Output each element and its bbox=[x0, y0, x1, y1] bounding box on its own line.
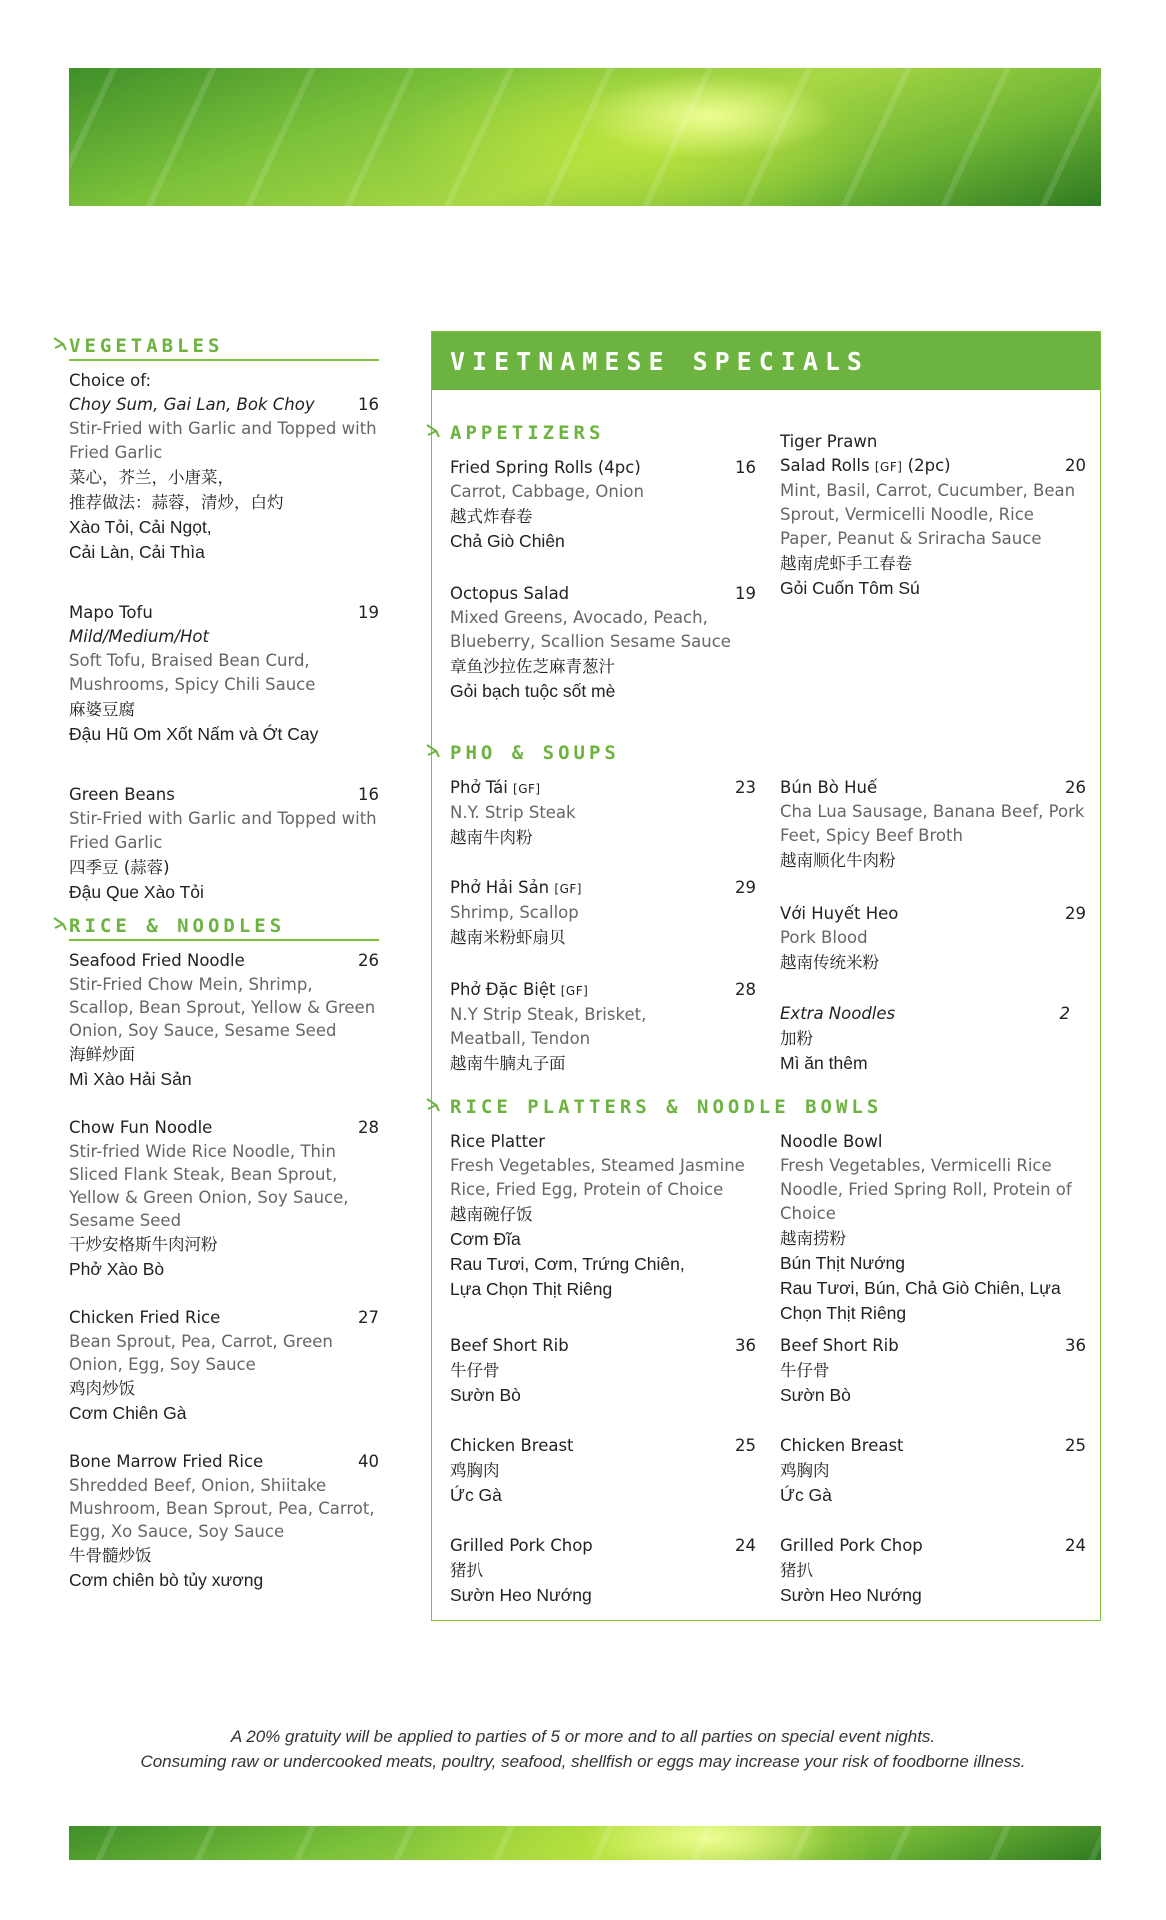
item-price: 36 bbox=[1065, 1336, 1086, 1355]
item-description: Stir-Fried Chow Mein, Shrimp, Scallop, Bean Sprout, Yellow & Green Onion, Soy Sauce, Sesame Seed bbox=[69, 975, 376, 1040]
menu-item bbox=[780, 430, 1086, 601]
menu-item bbox=[780, 1002, 1086, 1076]
item-chinese-name: 加粉 bbox=[780, 1029, 813, 1048]
item-name: Mapo Tofu bbox=[69, 603, 153, 622]
item-name: Choy Sum, Gai Lan, Bok Choy bbox=[69, 395, 315, 414]
section-title: PHO & SOUPS bbox=[450, 742, 620, 764]
item-description: Mint, Basil, Carrot, Cucumber, Bean Sprout, Vermicelli Noodle, Rice Paper, Peanut & Sriracha Sauce bbox=[780, 481, 1076, 548]
item-description: Bean Sprout, Pea, Carrot, Green Onion, Egg, Soy Sauce bbox=[69, 1332, 333, 1374]
item-price: 36 bbox=[735, 1336, 756, 1355]
header-banner-image bbox=[69, 68, 1101, 206]
item-vietnamese-name: Sườn Bò bbox=[450, 1385, 521, 1405]
item-chinese-note: 推荐做法：蒜蓉，清炒，白灼 bbox=[69, 493, 284, 512]
item-chinese-name: 猪扒 bbox=[780, 1561, 813, 1580]
gluten-free-badge: [GF] bbox=[560, 984, 589, 998]
item-price: 40 bbox=[358, 1452, 379, 1471]
leaf-icon bbox=[426, 423, 440, 443]
section-title: RICE PLATTERS & NOODLE BOWLS bbox=[450, 1096, 883, 1118]
item-chinese-name: 猪扒 bbox=[450, 1561, 483, 1580]
item-chinese-name: 越南米粉虾扇贝 bbox=[450, 928, 566, 947]
item-name: Bún Bò Huế bbox=[780, 778, 878, 797]
specials-title: VIETNAMESE SPECIALS bbox=[450, 346, 869, 376]
menu-item bbox=[69, 1306, 379, 1426]
item-chinese-name: 鸡肉炒饭 bbox=[69, 1379, 135, 1398]
menu-item bbox=[450, 876, 756, 950]
item-description: Stir-Fried with Garlic and Topped with Fried Garlic bbox=[69, 419, 377, 462]
item-name: Seafood Fried Noodle bbox=[69, 951, 245, 970]
item-name: Extra Noodles bbox=[780, 1004, 896, 1023]
item-name: Tiger Prawn bbox=[780, 432, 878, 451]
item-vietnamese-name: Sườn Heo Nướng bbox=[780, 1585, 922, 1605]
menu-item bbox=[69, 601, 379, 747]
food-safety-notice: Consuming raw or undercooked meats, poultry, seafood, shellfish or eggs may increase your risk of foodborne illness. bbox=[140, 1752, 1026, 1771]
item-name: Beef Short Rib bbox=[450, 1336, 569, 1355]
item-chinese-name: 越式炸春卷 bbox=[450, 507, 533, 526]
item-name: Grilled Pork Chop bbox=[450, 1536, 593, 1555]
item-chinese-name: 四季豆 (蒜蓉) bbox=[69, 858, 170, 877]
item-vietnamese-description: Rau Tươi, Cơm, Trứng Chiên, Lựa Chọn Thịt Riêng bbox=[450, 1254, 685, 1299]
item-vietnamese-name: Mì ăn thêm bbox=[780, 1053, 868, 1073]
item-chinese-name: 越南虎虾手工春卷 bbox=[780, 554, 912, 573]
item-chinese-name: 牛仔骨 bbox=[450, 1361, 500, 1380]
item-description: Fresh Vegetables, Steamed Jasmine Rice, Fried Egg, Protein of Choice bbox=[450, 1156, 745, 1199]
item-chinese-name: 越南牛腩丸子面 bbox=[450, 1054, 566, 1073]
menu-item bbox=[69, 949, 379, 1092]
item-description: Carrot, Cabbage, Onion bbox=[450, 482, 644, 501]
gratuity-notice: A 20% gratuity will be applied to parties of 5 or more and to all parties on special event nights. bbox=[230, 1727, 936, 1746]
item-vietnamese-name: Ức Gà bbox=[450, 1485, 502, 1505]
leaf-icon bbox=[426, 743, 440, 763]
item-description: N.Y Strip Steak, Brisket, Meatball, Tendon bbox=[450, 1005, 647, 1048]
item-vietnamese-name: Chả Giò Chiên bbox=[450, 531, 565, 551]
item-name: Phở Hải Sản [GF] bbox=[450, 878, 582, 897]
item-vietnamese-name: Mì Xào Hải Sản bbox=[69, 1069, 192, 1089]
menu-item bbox=[450, 582, 756, 704]
menu-item bbox=[450, 978, 756, 1076]
leaf-icon bbox=[53, 916, 67, 936]
gluten-free-badge: [GF] bbox=[513, 782, 541, 796]
item-name: Salad Rolls [GF] (2pc) bbox=[780, 456, 951, 475]
item-chinese-name: 越南捞粉 bbox=[780, 1229, 846, 1248]
item-name: Với Huyết Heo bbox=[780, 904, 899, 923]
item-vietnamese-name: Cơm Chiên Gà bbox=[69, 1403, 187, 1423]
menu-item bbox=[780, 902, 1086, 975]
item-price: 28 bbox=[735, 980, 756, 999]
leaf-icon bbox=[53, 336, 67, 356]
item-price: 25 bbox=[1065, 1436, 1086, 1455]
item-price: 26 bbox=[1065, 778, 1086, 797]
item-description: Soft Tofu, Braised Bean Curd, Mushrooms, Spicy Chili Sauce bbox=[69, 651, 316, 694]
item-description: N.Y. Strip Steak bbox=[450, 803, 576, 822]
item-chinese-name: 越南顺化牛肉粉 bbox=[780, 851, 896, 870]
item-name: Chicken Fried Rice bbox=[69, 1308, 221, 1327]
item-description: Mixed Greens, Avocado, Peach, Blueberry, Scallion Sesame Sauce bbox=[450, 608, 731, 651]
footer-notice bbox=[0, 1724, 1166, 1774]
item-price: 25 bbox=[735, 1436, 756, 1455]
item-chinese-name: 越南牛肉粉 bbox=[450, 828, 533, 847]
item-vietnamese-name: Phở Xào Bò bbox=[69, 1259, 165, 1279]
item-chinese-name: 干炒安格斯牛肉河粉 bbox=[69, 1235, 218, 1254]
item-name: Noodle Bowl bbox=[780, 1132, 883, 1151]
menu-item bbox=[69, 1450, 379, 1593]
item-vietnamese-name: Sườn Bò bbox=[780, 1385, 851, 1405]
protein-option bbox=[780, 1334, 1086, 1408]
item-price: 28 bbox=[358, 1118, 379, 1137]
menu-item bbox=[450, 456, 756, 554]
item-name: Octopus Salad bbox=[450, 584, 570, 603]
section-header-rice-noodles bbox=[69, 915, 379, 941]
item-quantity: (2pc) bbox=[907, 456, 951, 475]
footer-banner-image bbox=[69, 1826, 1101, 1860]
item-price: 16 bbox=[358, 785, 379, 804]
item-chinese-name: 麻婆豆腐 bbox=[69, 700, 135, 719]
item-chinese-name: 海鲜炒面 bbox=[69, 1045, 135, 1064]
item-chinese-name: 菜心，芥兰，小唐菜， bbox=[69, 468, 234, 487]
choice-label: Choice of: bbox=[69, 371, 152, 390]
item-price: 19 bbox=[358, 603, 379, 622]
item-vietnamese-name: Ức Gà bbox=[780, 1485, 832, 1505]
item-vietnamese-name: Bún Thịt Nướng bbox=[780, 1253, 906, 1273]
item-price: 26 bbox=[358, 951, 379, 970]
section-title: APPETIZERS bbox=[450, 422, 605, 444]
item-vietnamese-description: Rau Tươi, Bún, Chả Giò Chiên, Lựa Chọn Thịt Riêng bbox=[780, 1278, 1061, 1323]
item-description: Shrimp, Scallop bbox=[450, 903, 579, 922]
item-name: Green Beans bbox=[69, 785, 175, 804]
item-description: Cha Lua Sausage, Banana Beef, Pork Feet, Spicy Beef Broth bbox=[780, 802, 1085, 845]
item-price: 2 bbox=[1059, 1004, 1070, 1023]
item-name: Chow Fun Noodle bbox=[69, 1118, 213, 1137]
item-vietnamese-name: Đậu Hũ Om Xốt Nấm và Ớt Cay bbox=[69, 724, 319, 744]
item-name: Phở Đặc Biệt [GF] bbox=[450, 980, 589, 999]
section-header-appetizers bbox=[450, 422, 604, 444]
item-vietnamese-name: Xào Tỏi, Cải Ngọt, bbox=[69, 517, 212, 537]
left-column bbox=[69, 335, 379, 1617]
protein-option bbox=[780, 1534, 1086, 1608]
item-price: 27 bbox=[358, 1308, 379, 1327]
item-price: 24 bbox=[1065, 1536, 1086, 1555]
item-vietnamese-name: Cơm chiên bò tủy xương bbox=[69, 1570, 264, 1590]
item-price: 24 bbox=[735, 1536, 756, 1555]
item-price: 20 bbox=[1065, 456, 1086, 475]
protein-option bbox=[450, 1334, 756, 1408]
item-name: Beef Short Rib bbox=[780, 1336, 899, 1355]
item-chinese-name: 牛骨髓炒饭 bbox=[69, 1546, 152, 1565]
item-name: Grilled Pork Chop bbox=[780, 1536, 923, 1555]
item-vietnamese-name: Đậu Que Xào Tỏi bbox=[69, 882, 204, 902]
item-vietnamese-name: Gỏi bạch tuộc sốt mè bbox=[450, 681, 616, 701]
section-header-pho-soups bbox=[450, 742, 620, 764]
item-name: Chicken Breast bbox=[450, 1436, 574, 1455]
item-chinese-name: 鸡胸肉 bbox=[780, 1461, 830, 1480]
item-quantity: (4pc) bbox=[597, 458, 641, 477]
item-price: 29 bbox=[735, 878, 756, 897]
section-title: RICE & NOODLES bbox=[69, 915, 286, 937]
item-name: Chicken Breast bbox=[780, 1436, 904, 1455]
leaf-icon bbox=[426, 1097, 440, 1117]
item-description: Pork Blood bbox=[780, 928, 868, 947]
item-chinese-name: 越南碗仔饭 bbox=[450, 1205, 533, 1224]
item-vietnamese-name: Cơm Đĩa bbox=[450, 1229, 521, 1249]
specials-header-bar bbox=[432, 332, 1100, 390]
item-chinese-name: 牛仔骨 bbox=[780, 1361, 830, 1380]
section-header-vegetables bbox=[69, 335, 379, 361]
item-price: 16 bbox=[735, 458, 756, 477]
menu-item bbox=[780, 1130, 1086, 1326]
gluten-free-badge: [GF] bbox=[874, 460, 903, 474]
item-price: 23 bbox=[735, 778, 756, 797]
menu-item bbox=[69, 783, 379, 905]
item-vietnamese-name: Gỏi Cuốn Tôm Sú bbox=[780, 578, 920, 598]
item-price: 29 bbox=[1065, 904, 1086, 923]
menu-item bbox=[450, 1130, 756, 1302]
protein-option bbox=[450, 1534, 756, 1608]
section-header-rice-platters bbox=[450, 1096, 882, 1118]
item-vietnamese-name: Sườn Heo Nướng bbox=[450, 1585, 592, 1605]
item-description: Fresh Vegetables, Vermicelli Rice Noodle, Fried Spring Roll, Protein of Choice bbox=[780, 1156, 1072, 1223]
item-name: Rice Platter bbox=[450, 1132, 546, 1151]
item-price: 16 bbox=[358, 395, 379, 414]
item-chinese-name: 鸡胸肉 bbox=[450, 1461, 500, 1480]
protein-option bbox=[450, 1434, 756, 1508]
item-chinese-name: 越南传统米粉 bbox=[780, 953, 879, 972]
item-name: Fried Spring Rolls (4pc) bbox=[450, 458, 641, 477]
section-title: VEGETABLES bbox=[69, 335, 224, 357]
item-name: Phở Tái [GF] bbox=[450, 778, 541, 797]
item-name: Bone Marrow Fried Rice bbox=[69, 1452, 264, 1471]
item-price: 19 bbox=[735, 584, 756, 603]
item-chinese-name: 章鱼沙拉佐芝麻青葱汁 bbox=[450, 657, 615, 676]
menu-item bbox=[69, 1116, 379, 1282]
vietnamese-specials-panel bbox=[431, 331, 1101, 1621]
gluten-free-badge: [GF] bbox=[554, 882, 582, 896]
item-spice-options: Mild/Medium/Hot bbox=[69, 627, 209, 646]
item-description: Shredded Beef, Onion, Shiitake Mushroom, Bean Sprout, Pea, Carrot, Egg, Xo Sauce, Soy Sauce bbox=[69, 1476, 375, 1541]
item-vietnamese-name: Cải Làn, Cải Thìa bbox=[69, 542, 205, 562]
protein-option bbox=[780, 1434, 1086, 1508]
menu-item bbox=[450, 776, 756, 850]
menu-item bbox=[69, 369, 379, 565]
item-description: Stir-Fried with Garlic and Topped with Fried Garlic bbox=[69, 809, 377, 852]
item-description: Stir-fried Wide Rice Noodle, Thin Sliced Flank Steak, Bean Sprout, Yellow & Green Onion, Soy Sauce, Sesame Seed bbox=[69, 1142, 349, 1230]
menu-item bbox=[780, 776, 1086, 873]
